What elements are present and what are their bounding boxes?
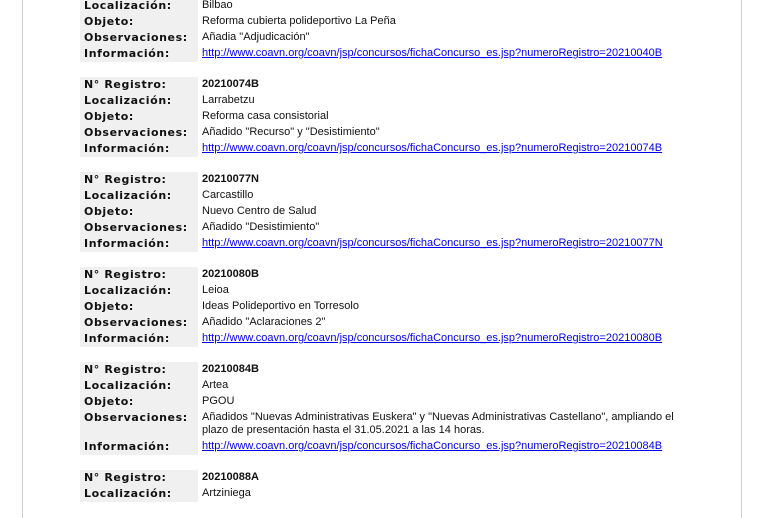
objeto-row	[80, 394, 700, 410]
objeto-value: Ideas Polideportivo en Torresolo	[202, 300, 359, 312]
localizacion-label: Localización:	[80, 93, 198, 109]
informacion-label: Información:	[80, 46, 198, 62]
informacion-row	[80, 236, 700, 252]
observaciones-label: Observaciones:	[80, 220, 198, 236]
competition-record	[80, 77, 700, 157]
objeto-value: Reforma cubierta polideportivo La Peña	[202, 15, 396, 27]
localizacion-label: Localización:	[80, 486, 198, 502]
registro-label: N° Registro:	[80, 267, 198, 283]
informacion-label: Información:	[80, 331, 198, 347]
informacion-value	[198, 141, 700, 157]
objeto-row	[80, 14, 700, 30]
observaciones-row	[80, 30, 700, 46]
observaciones-value: Añadidos "Nuevas Administrativas Euskera" y "Nuevas Administrativas Castellano", ampliando el plazo de presentación hasta el 31.05.2021 a las 14 horas.	[202, 411, 674, 436]
record-link[interactable]: http://www.coavn.org/coavn/jsp/concursos/fichaConcurso_es.jsp?numeroRegistro=20210040B	[202, 47, 663, 59]
informacion-row	[80, 439, 700, 455]
observaciones-label: Observaciones:	[80, 410, 198, 439]
localizacion-row	[80, 283, 700, 299]
competition-list	[80, 0, 700, 517]
informacion-label: Información:	[80, 236, 198, 252]
objeto-label: Objeto:	[80, 394, 198, 410]
informacion-row	[80, 331, 700, 347]
record-link[interactable]: http://www.coavn.org/coavn/jsp/concursos/fichaConcurso_es.jsp?numeroRegistro=20210080B	[202, 332, 663, 344]
competition-record	[80, 470, 700, 502]
record-link[interactable]: http://www.coavn.org/coavn/jsp/concursos/fichaConcurso_es.jsp?numeroRegistro=20210077N	[202, 237, 663, 249]
objeto-label: Objeto:	[80, 299, 198, 315]
registro-label: N° Registro:	[80, 77, 198, 93]
localizacion-row	[80, 188, 700, 204]
objeto-row	[80, 299, 700, 315]
objeto-value: Nuevo Centro de Salud	[202, 205, 317, 217]
localizacion-row	[80, 93, 700, 109]
registro-value: 20210088A	[202, 471, 259, 483]
informacion-value	[198, 46, 700, 62]
registro-value: 20210074B	[202, 78, 259, 90]
observaciones-value: Añadia "Adjudicación"	[202, 31, 310, 43]
localizacion-label: Localización:	[80, 188, 198, 204]
informacion-value	[198, 331, 700, 347]
competition-record	[80, 267, 700, 347]
record-link[interactable]: http://www.coavn.org/coavn/jsp/concursos/fichaConcurso_es.jsp?numeroRegistro=20210074B	[202, 142, 663, 154]
observaciones-value: Añadido "Aclaraciones 2"	[202, 316, 326, 328]
competition-record	[80, 362, 700, 455]
informacion-label: Información:	[80, 141, 198, 157]
objeto-row	[80, 109, 700, 125]
registro-row	[80, 77, 700, 93]
localizacion-value: Artea	[202, 379, 229, 391]
observaciones-label: Observaciones:	[80, 315, 198, 331]
registro-row	[80, 267, 700, 283]
objeto-value: PGOU	[202, 395, 235, 407]
objeto-label: Objeto:	[80, 14, 198, 30]
registro-label: N° Registro:	[80, 172, 198, 188]
informacion-value	[198, 236, 700, 252]
objeto-row	[80, 204, 700, 220]
registro-value: 20210080B	[202, 268, 259, 280]
registro-label: N° Registro:	[80, 470, 198, 486]
localizacion-value: Artziniega	[202, 487, 251, 499]
record-link[interactable]: http://www.coavn.org/coavn/jsp/concursos/fichaConcurso_es.jsp?numeroRegistro=20210084B	[202, 440, 663, 452]
observaciones-value: Añadido "Recurso" y "Desistimiento"	[202, 126, 380, 138]
competition-record	[80, 0, 700, 62]
localizacion-row	[80, 0, 700, 14]
informacion-row	[80, 46, 700, 62]
registro-row	[80, 470, 700, 486]
registro-value: 20210077N	[202, 173, 259, 185]
localizacion-value: Carcastillo	[202, 189, 254, 201]
informacion-value	[198, 439, 700, 455]
localizacion-label: Localización:	[80, 0, 198, 14]
registro-value: 20210084B	[202, 363, 259, 375]
objeto-value: Reforma casa consistorial	[202, 110, 329, 122]
localizacion-label: Localización:	[80, 378, 198, 394]
localizacion-row	[80, 378, 700, 394]
informacion-label: Información:	[80, 439, 198, 455]
localizacion-value: Leioa	[202, 284, 229, 296]
observaciones-row	[80, 410, 700, 439]
registro-row	[80, 172, 700, 188]
observaciones-row	[80, 125, 700, 141]
observaciones-row	[80, 315, 700, 331]
localizacion-label: Localización:	[80, 283, 198, 299]
observaciones-row	[80, 220, 700, 236]
localizacion-value: Larrabetzu	[202, 94, 255, 106]
localizacion-value: Bilbao	[202, 0, 233, 11]
observaciones-value: Añadido "Desistimiento"	[202, 221, 320, 233]
registro-label: N° Registro:	[80, 362, 198, 378]
observaciones-label: Observaciones:	[80, 125, 198, 141]
competition-record	[80, 172, 700, 252]
observaciones-label: Observaciones:	[80, 30, 198, 46]
objeto-label: Objeto:	[80, 109, 198, 125]
informacion-row	[80, 141, 700, 157]
registro-row	[80, 362, 700, 378]
objeto-label: Objeto:	[80, 204, 198, 220]
